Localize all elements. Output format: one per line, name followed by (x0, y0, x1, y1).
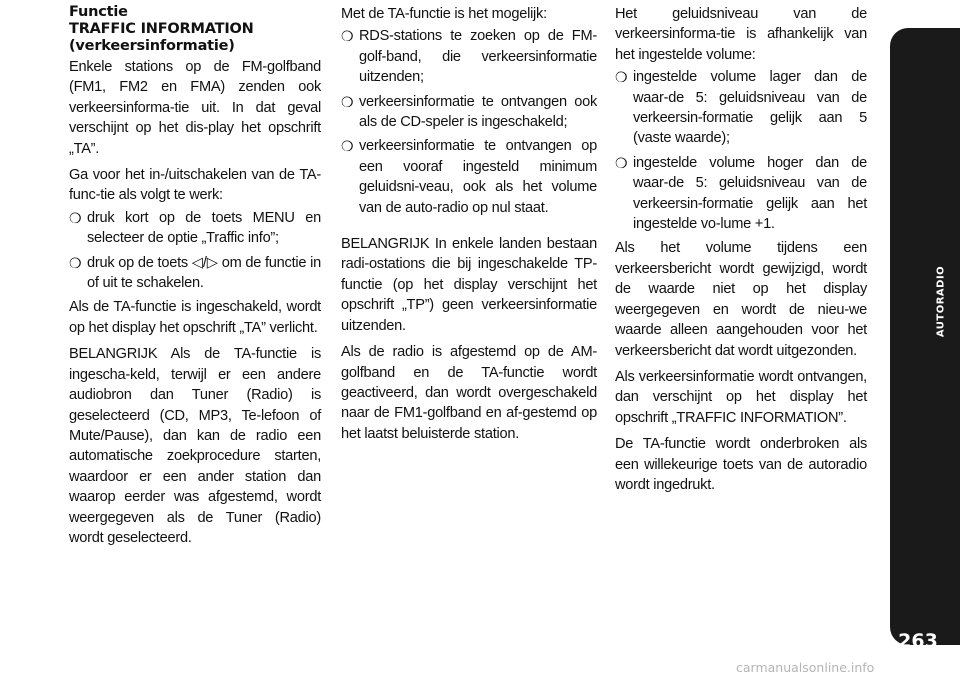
column-1 (69, 4, 321, 554)
paragraph: Met de TA-functie is het mogelijk: (341, 6, 547, 22)
chapter-tab (890, 28, 960, 645)
list-item: ❍ druk op de toets ◁/▷ om de functie in of uit te schakelen. (69, 254, 321, 292)
page-number: 263 (898, 630, 938, 652)
list-item: ❍ druk kort op de toets MENU en selecteer de optie „Traffic info”; (69, 209, 321, 247)
paragraph: De TA-functie wordt onderbroken als een willekeurige toets van de autoradio wordt ingedrukt. (615, 436, 867, 493)
column-3 (615, 4, 867, 501)
list-item: ❍ verkeersinformatie te ontvangen op een vooraf ingesteld minimum geluidsni-veau, ook als het volume van de auto-radio op nul staat. (341, 138, 597, 216)
list-item: ❍ ingestelde volume hoger dan de waar-de 5: geluidsniveau van de verkeersin-formatie gelijk aan het ingestelde vo-lume +1. (615, 154, 867, 233)
bullet-icon: ❍ (341, 28, 354, 45)
paragraph: BELANGRIJK In enkele landen bestaan radi-ostations die bij ingeschakelde TP-functie (op het display verschijnt het opschrift „TP”) geen verkeersinformatie uitzenden. (341, 236, 597, 334)
list-item: ❍ ingestelde volume lager dan de waar-de 5: geluidsniveau van de verkeersin-formatie gelijk aan 5 (vaste waarde); (615, 69, 867, 147)
bullet-icon: ❍ (341, 138, 354, 155)
section-heading: Functie TRAFFIC INFORMATION (verkeersinformatie) (69, 4, 254, 54)
paragraph: Het geluidsniveau van de verkeersinforma-tie is afhankelijk van het ingestelde volume: (615, 6, 867, 63)
list-item: ❍ verkeersinformatie te ontvangen ook als de CD-speler is ingeschakeld; (341, 93, 597, 131)
paragraph: Als de TA-functie is ingeschakeld, wordt op het display het opschrift „TA” verlicht. (69, 299, 321, 336)
watermark: carmanualsonline.info (736, 660, 875, 675)
bullet-icon: ❍ (69, 209, 82, 226)
paragraph: Als het volume tijdens een verkeersbericht wordt gewijzigd, wordt de waarde niet op het display weergegeven en wordt de nieu-we waarde alleen aangehouden voor het verkeersbericht dat wordt uitgezonden. (615, 240, 867, 359)
paragraph: Enkele stations op de FM-golfband (FM1, FM2 en FMA) zenden ook verkeersinforma-tie uit. In dat geval verschijnt op het dis-play het opschrift „TA”. (69, 59, 321, 157)
bullet-icon: ❍ (69, 254, 82, 271)
paragraph: Als verkeersinformatie wordt ontvangen, dan verschijnt op het display het opschrift „TRAFFIC INFORMATION”. (615, 368, 867, 426)
bullet-icon: ❍ (615, 69, 628, 86)
paragraph: BELANGRIJK Als de TA-functie is ingescha-keld, terwijl er een andere audiobron dan Tuner (Radio) is geselecteerd (CD, MP3, Te-lefoon of Mute/Pause), dan kan de radio een automatische zoekprocedure starten, waardoor er een ander station dan waarop eerder was afgestemd, wordt weergegeven als de Tuner (Radio) wordt geselecteerd. (69, 346, 321, 546)
bullet-icon: ❍ (341, 93, 354, 110)
list-item: ❍ RDS-stations te zoeken op de FM-golf-band, die verkeersinformatie uitzenden; (341, 28, 597, 86)
bullet-icon: ❍ (615, 154, 628, 171)
paragraph: Ga voor het in-/uitschakelen van de TA-func-tie als volgt te werk: (69, 167, 321, 204)
column-2 (341, 4, 597, 450)
paragraph: Als de radio is afgestemd op de AM-golfband en de TA-functie wordt geactiveerd, dan wordt overgeschakeld naar de FM1-golfband en af-gestemd op het laatst beluisterde station. (341, 344, 597, 442)
chapter-label: AUTORADIO (935, 265, 947, 338)
